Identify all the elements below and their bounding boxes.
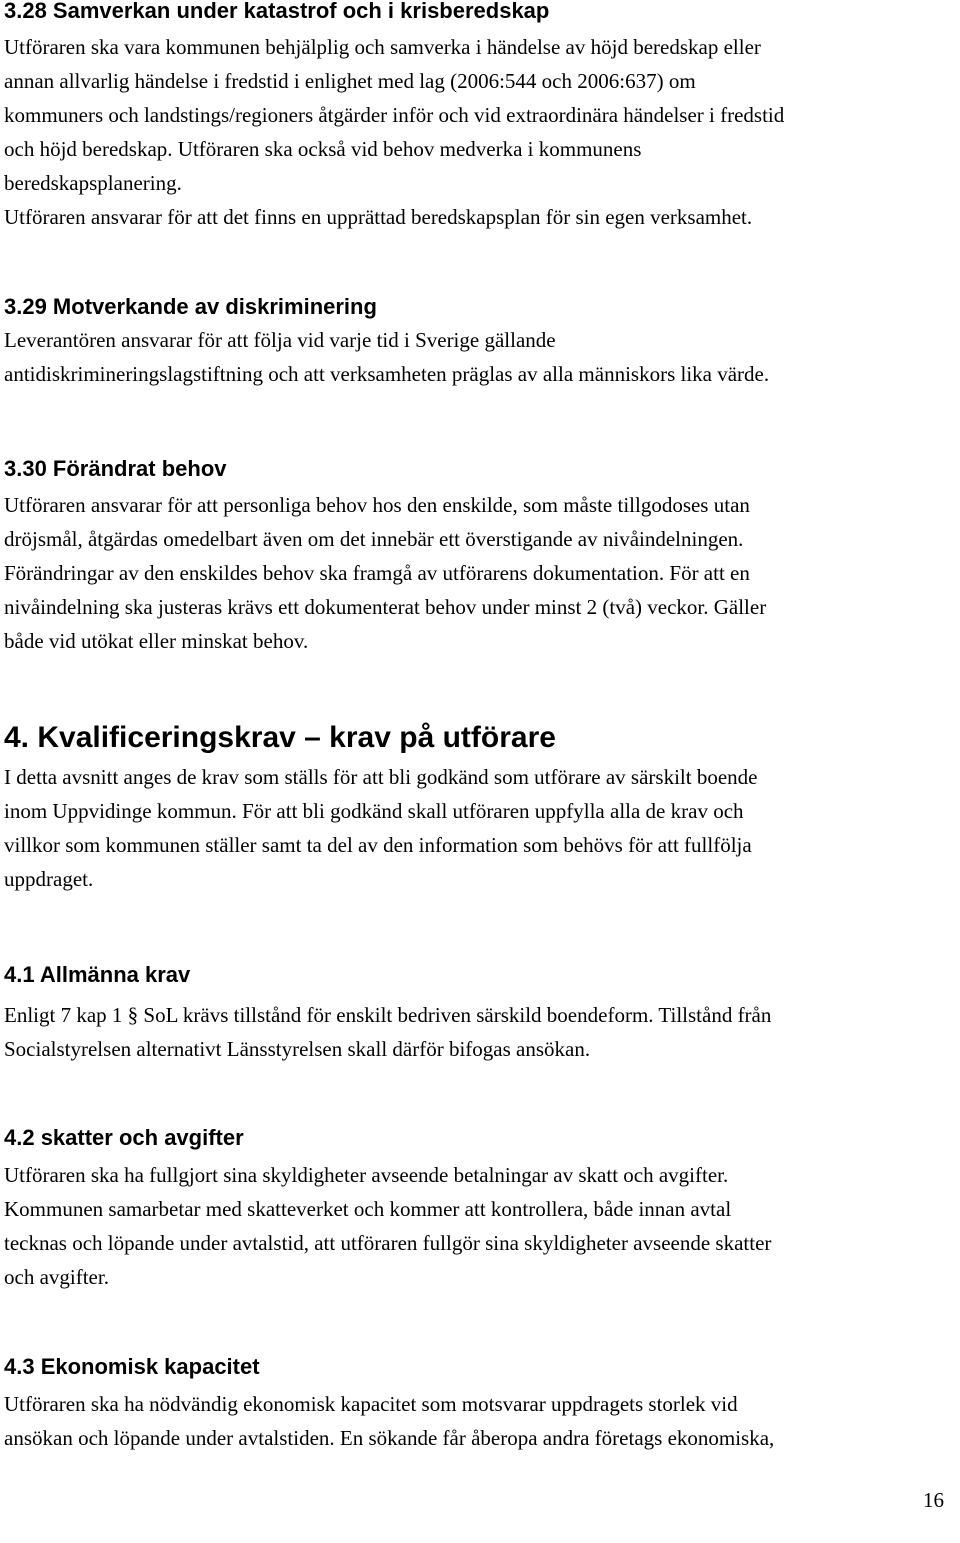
paragraph-line: både vid utökat eller minskat behov. bbox=[4, 629, 309, 653]
paragraph-line: inom Uppvidinge kommun. För att bli godkänd skall utföraren uppfylla alla de krav och bbox=[4, 799, 744, 823]
paragraph-line: dröjsmål, åtgärdas omedelbart även om det innebär ett överstigande av nivåindelningen. bbox=[4, 527, 744, 551]
paragraph-line: kommuners och landstings/regioners åtgärder inför och vid extraordinära händelser i fredstid bbox=[4, 103, 785, 127]
paragraph-line: annan allvarlig händelse i fredstid i enlighet med lag (2006:544 och 2006:637) om bbox=[4, 69, 696, 93]
paragraph-line: Kommunen samarbetar med skatteverket och kommer att kontrollera, både innan avtal bbox=[4, 1197, 732, 1221]
paragraph-line: villkor som kommunen ställer samt ta del av den information som behövs för att fullfölja bbox=[4, 833, 752, 857]
section-paragraph bbox=[4, 488, 944, 658]
paragraph-line: nivåindelning ska justeras krävs ett dokumenterat behov under minst 2 (två) veckor. Gäller bbox=[4, 595, 767, 619]
section-heading: 3.29 Motverkande av diskriminering bbox=[4, 294, 377, 319]
paragraph-line: antidiskrimineringslagstiftning och att verksamheten präglas av alla människors lika värde. bbox=[4, 362, 770, 386]
paragraph-line: och avgifter. bbox=[4, 1265, 109, 1289]
section-paragraph bbox=[4, 760, 944, 896]
section-4-2 bbox=[4, 1123, 944, 1294]
paragraph-line: Utföraren ansvarar för att personliga behov hos den enskilde, som måste tillgodoses utan bbox=[4, 493, 750, 517]
chapter-heading: 4. Kvalificeringskrav – krav på utförare bbox=[4, 721, 556, 754]
section-4 bbox=[4, 718, 944, 896]
section-heading: 4.3 Ekonomisk kapacitet bbox=[4, 1354, 260, 1379]
paragraph-line: Utföraren ansvarar för att det finns en upprättad beredskapsplan för sin egen verksamhet. bbox=[4, 205, 753, 229]
paragraph-line: Socialstyrelsen alternativt Länsstyrelsen skall därför bifogas ansökan. bbox=[4, 1037, 591, 1061]
section-paragraph bbox=[4, 30, 944, 234]
section-3-28 bbox=[4, 0, 944, 234]
paragraph-line: Utföraren ska vara kommunen behjälplig och samverka i händelse av höjd beredskap eller bbox=[4, 35, 761, 59]
paragraph-line: Förändringar av den enskildes behov ska framgå av utförarens dokumentation. För att en bbox=[4, 561, 750, 585]
section-4-3 bbox=[4, 1352, 944, 1455]
section-heading: 4.1 Allmänna krav bbox=[4, 962, 191, 987]
paragraph-line: Utföraren ska ha nödvändig ekonomisk kapacitet som motsvarar uppdragets storlek vid bbox=[4, 1392, 738, 1416]
paragraph-line: ansökan och löpande under avtalstiden. En sökande får åberopa andra företags ekonomiska, bbox=[4, 1426, 775, 1450]
paragraph-line: Utföraren ska ha fullgjort sina skyldigheter avseende betalningar av skatt och avgifter. bbox=[4, 1163, 729, 1187]
page-number: 16 bbox=[923, 1488, 944, 1512]
paragraph-line: tecknas och löpande under avtalstid, att utföraren fullgör sina skyldigheter avseende skatter bbox=[4, 1231, 772, 1255]
section-3-29 bbox=[4, 292, 944, 391]
section-paragraph bbox=[4, 1387, 944, 1455]
section-paragraph bbox=[4, 998, 944, 1066]
section-heading: 3.30 Förändrat behov bbox=[4, 456, 227, 481]
paragraph-line: och höjd beredskap. Utföraren ska också vid behov medverka i kommunens bbox=[4, 137, 642, 161]
paragraph-line: Leverantören ansvarar för att följa vid varje tid i Sverige gällande bbox=[4, 328, 556, 352]
section-paragraph bbox=[4, 1158, 944, 1294]
paragraph-line: I detta avsnitt anges de krav som ställs för att bli godkänd som utförare av särskilt boende bbox=[4, 765, 758, 789]
section-3-30 bbox=[4, 454, 944, 658]
paragraph-line: Enligt 7 kap 1 § SoL krävs tillstånd för enskilt bedriven särskild boendeform. Tillstånd från bbox=[4, 1003, 772, 1027]
section-paragraph bbox=[4, 323, 944, 391]
paragraph-line: uppdraget. bbox=[4, 867, 94, 891]
section-heading: 4.2 skatter och avgifter bbox=[4, 1125, 244, 1150]
section-heading: 3.28 Samverkan under katastrof och i krisberedskap bbox=[4, 0, 550, 23]
paragraph-line: beredskapsplanering. bbox=[4, 171, 182, 195]
section-4-1 bbox=[4, 960, 944, 1066]
